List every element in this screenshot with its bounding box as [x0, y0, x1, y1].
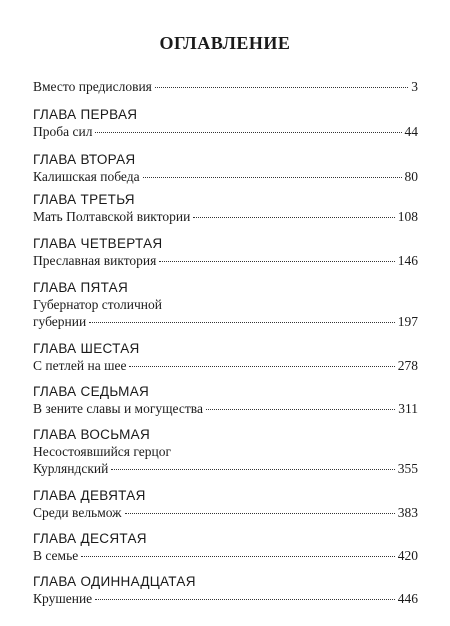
toc-entry-title: Мать Полтавской виктории [33, 209, 191, 224]
dot-leader [95, 132, 401, 133]
toc-entry-page: 197 [397, 314, 418, 329]
chapter-heading: ГЛАВА ОДИННАДЦАТАЯ [33, 574, 196, 589]
dot-leader [125, 513, 395, 514]
toc-entry-page: 355 [397, 461, 418, 476]
page-title: ОГЛАВЛЕНИЕ [159, 33, 291, 53]
toc-entry-preface[interactable] [33, 79, 418, 95]
toc-entry[interactable] [33, 124, 418, 140]
dot-leader [81, 556, 395, 557]
dot-leader [159, 261, 394, 262]
dot-leader [111, 469, 394, 470]
toc-entry-page: 80 [404, 169, 418, 184]
dot-leader [89, 322, 395, 323]
toc-entry-page: 383 [397, 505, 418, 520]
toc-entry[interactable] [33, 209, 418, 225]
dot-leader [193, 217, 394, 218]
toc-entry-page: 420 [397, 548, 418, 563]
toc-entry[interactable] [33, 505, 418, 521]
chapter-heading: ГЛАВА ШЕСТАЯ [33, 341, 140, 356]
toc-entry-title: Преславная виктория [33, 253, 157, 268]
chapter-heading: ГЛАВА ВТОРАЯ [33, 152, 136, 167]
toc-entry-title: Среди вельмож [33, 505, 122, 520]
toc-entry-title: губернии [33, 314, 87, 329]
toc-entry-title: Крушение [33, 591, 93, 606]
chapter-heading: ГЛАВА ВОСЬМАЯ [33, 427, 150, 442]
dot-leader [206, 409, 395, 410]
toc-entry-page: 3 [411, 79, 418, 94]
toc-entry-title: Курляндский [33, 461, 109, 476]
toc-entry-title: Калишская победа [33, 169, 140, 184]
toc-entry[interactable] [33, 169, 418, 185]
dot-leader [129, 366, 394, 367]
chapter-heading: ГЛАВА СЕДЬМАЯ [33, 384, 150, 399]
dot-leader [95, 599, 395, 600]
toc-entry-title: Вместо предисловия [33, 79, 152, 94]
toc-entry-title: Проба сил [33, 124, 93, 139]
toc-entry[interactable] [33, 591, 418, 607]
chapter-heading: ГЛАВА ТРЕТЬЯ [33, 192, 135, 207]
chapter-heading: ГЛАВА ДЕВЯТАЯ [33, 488, 146, 503]
toc-entry[interactable] [33, 461, 418, 477]
dot-leader [155, 87, 408, 88]
toc-entry-page: 146 [397, 253, 418, 268]
toc-entry[interactable] [33, 253, 418, 269]
chapter-heading: ГЛАВА ПЯТАЯ [33, 280, 129, 295]
toc-entry-page: 446 [397, 591, 418, 606]
toc-entry[interactable] [33, 314, 418, 330]
dot-leader [143, 177, 402, 178]
toc-entry-title: В семье [33, 548, 79, 563]
toc-entry[interactable] [33, 548, 418, 564]
chapter-heading: ГЛАВА ЧЕТВЕРТАЯ [33, 236, 163, 251]
toc-entry-page: 108 [397, 209, 418, 224]
chapter-heading: ГЛАВА ДЕСЯТАЯ [33, 531, 147, 546]
toc-entry-page: 311 [398, 401, 418, 416]
chapter-heading: ГЛАВА ПЕРВАЯ [33, 107, 138, 122]
toc-entry[interactable] [33, 358, 418, 374]
toc-entry-title-line: Губернатор столичной [33, 297, 162, 312]
toc-entry-page: 44 [404, 124, 418, 139]
toc-entry-title: С петлей на шее [33, 358, 127, 373]
toc-entry-page: 278 [397, 358, 418, 373]
toc-entry[interactable] [33, 401, 418, 417]
toc-entry-title: В зените славы и могущества [33, 401, 203, 416]
toc-entry-title-line: Несостоявшийся герцог [33, 444, 171, 459]
